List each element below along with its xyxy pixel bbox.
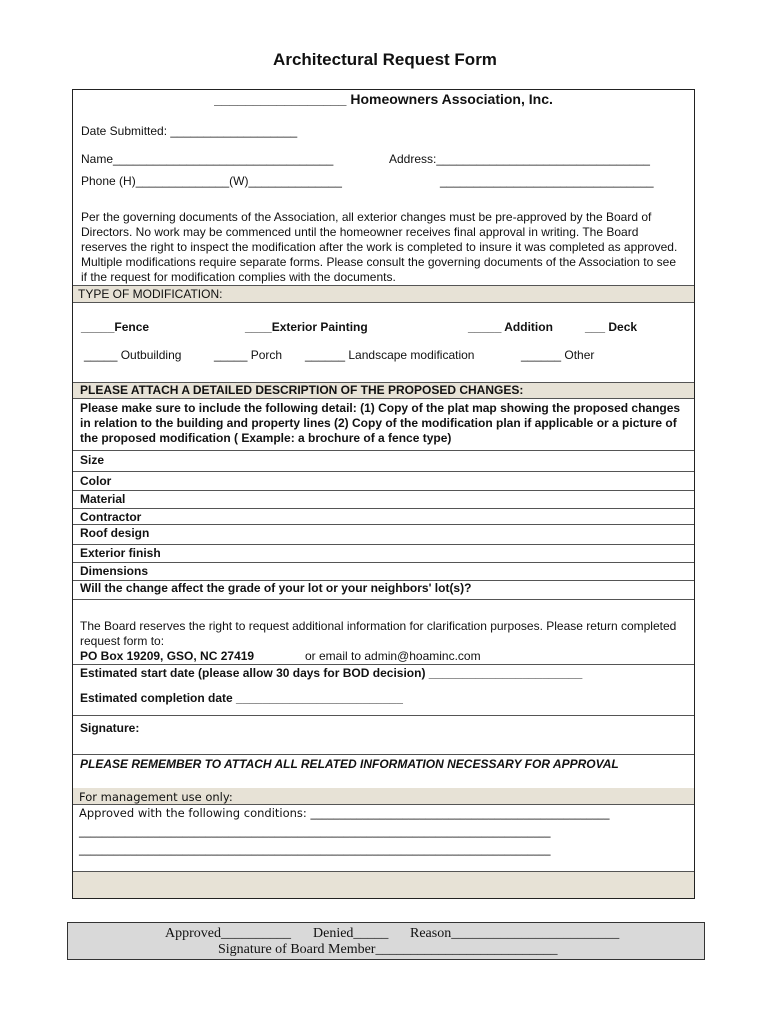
divider xyxy=(73,715,694,716)
exterior-finish-field[interactable]: Exterior finish xyxy=(80,546,161,560)
divider xyxy=(73,285,694,286)
hoa-name-line[interactable]: _________________ Homeowners Association, Inc. xyxy=(214,91,553,107)
phone-field[interactable]: Phone (H)______________(W)______________ xyxy=(81,174,342,188)
address-line2-field[interactable]: ________________________________ xyxy=(440,174,654,188)
divider xyxy=(73,562,694,563)
option-exterior-painting[interactable]: ____Exterior Painting xyxy=(245,320,368,334)
denied-field[interactable]: Denied_____ xyxy=(313,926,389,941)
management-footer-band xyxy=(73,871,694,898)
contact-email: or email to admin@hoaminc.com xyxy=(305,649,481,663)
divider xyxy=(73,871,694,872)
conditions-line-2[interactable]: __________________________________________________________________________________ xyxy=(79,842,551,856)
divider xyxy=(73,664,694,665)
size-field[interactable]: Size xyxy=(80,453,105,467)
contractor-field[interactable]: Contractor xyxy=(80,510,142,524)
divider xyxy=(73,302,694,303)
details-heading: PLEASE ATTACH A DETAILED DESCRIPTION OF THE PROPOSED CHANGES: xyxy=(80,383,524,397)
divider xyxy=(73,754,694,755)
option-addition[interactable]: _____ Addition xyxy=(468,320,553,334)
option-other[interactable]: ______ Other xyxy=(521,348,595,362)
po-box: PO Box 19209, GSO, NC 27419 xyxy=(80,649,255,663)
details-instructions: Please make sure to include the following detail: (1) Copy of the plat map showing the proposed changes in relation to the building and property lines (2) Copy of the modification plan if applicable or a picture of the proposed modification ( Example: a brochure of a fence type) xyxy=(80,401,681,445)
divider xyxy=(73,804,694,805)
approved-conditions-field[interactable]: Approved with the following conditions: ____________________________________________________ xyxy=(79,806,610,820)
reason-field[interactable]: Reason________________________ xyxy=(410,926,620,941)
conditions-line-1[interactable]: __________________________________________________________________________________ xyxy=(79,824,551,838)
name-field[interactable]: Name_________________________________ xyxy=(81,152,334,166)
address-field[interactable]: Address:________________________________ xyxy=(389,152,650,166)
divider xyxy=(73,398,694,399)
dimensions-field[interactable]: Dimensions xyxy=(80,564,149,578)
board-note: The Board reserves the right to request additional information for clarification purposes. Please return completed request form to: xyxy=(80,619,677,648)
board-decision-box xyxy=(67,922,705,960)
completion-date-field[interactable]: Estimated completion date _________________________ xyxy=(80,691,403,705)
option-deck[interactable]: ___ Deck xyxy=(585,320,638,334)
option-fence[interactable]: _____Fence xyxy=(81,320,150,334)
divider xyxy=(73,544,694,545)
request-form xyxy=(72,89,695,899)
divider xyxy=(73,490,694,491)
intro-paragraph: Per the governing documents of the Association, all exterior changes must be pre-approved by the Board of Directors. No work may be commenced until the homeowner receives final approval in writing. The Board reserves the right to inspect the modification after the work is completed to insure it was completed as approved. Multiple modifications require separate forms. Please consult the governing documents of the Association to see if the request for modification complies with the documents. xyxy=(81,210,678,284)
divider xyxy=(73,471,694,472)
modification-heading: TYPE OF MODIFICATION: xyxy=(78,287,223,301)
board-signature-field[interactable]: Signature of Board Member__________________________ xyxy=(218,942,558,957)
option-outbuilding[interactable]: _____ Outbuilding xyxy=(84,348,182,362)
option-landscape-modification[interactable]: ______ Landscape modification xyxy=(305,348,475,362)
date-submitted-field[interactable]: Date Submitted: ___________________ xyxy=(81,124,298,138)
attach-reminder: PLEASE REMEMBER TO ATTACH ALL RELATED INFORMATION NECESSARY FOR APPROVAL xyxy=(80,757,619,771)
material-field[interactable]: Material xyxy=(80,492,126,506)
divider xyxy=(73,450,694,451)
signature-field[interactable]: Signature: xyxy=(80,721,140,735)
color-field[interactable]: Color xyxy=(80,474,112,488)
roof-design-field[interactable]: Roof design xyxy=(80,526,150,540)
form-title: Architectural Request Form xyxy=(273,50,497,69)
management-heading: For management use only: xyxy=(79,790,233,804)
option-porch[interactable]: _____ Porch xyxy=(214,348,283,362)
divider xyxy=(73,599,694,600)
grade-question[interactable]: Will the change affect the grade of your lot or your neighbors' lot(s)? xyxy=(80,581,472,595)
divider xyxy=(73,524,694,525)
divider xyxy=(73,508,694,509)
approved-field[interactable]: Approved__________ xyxy=(165,926,291,941)
start-date-field[interactable]: Estimated start date (please allow 30 days for BOD decision) _______________________ xyxy=(80,666,583,680)
